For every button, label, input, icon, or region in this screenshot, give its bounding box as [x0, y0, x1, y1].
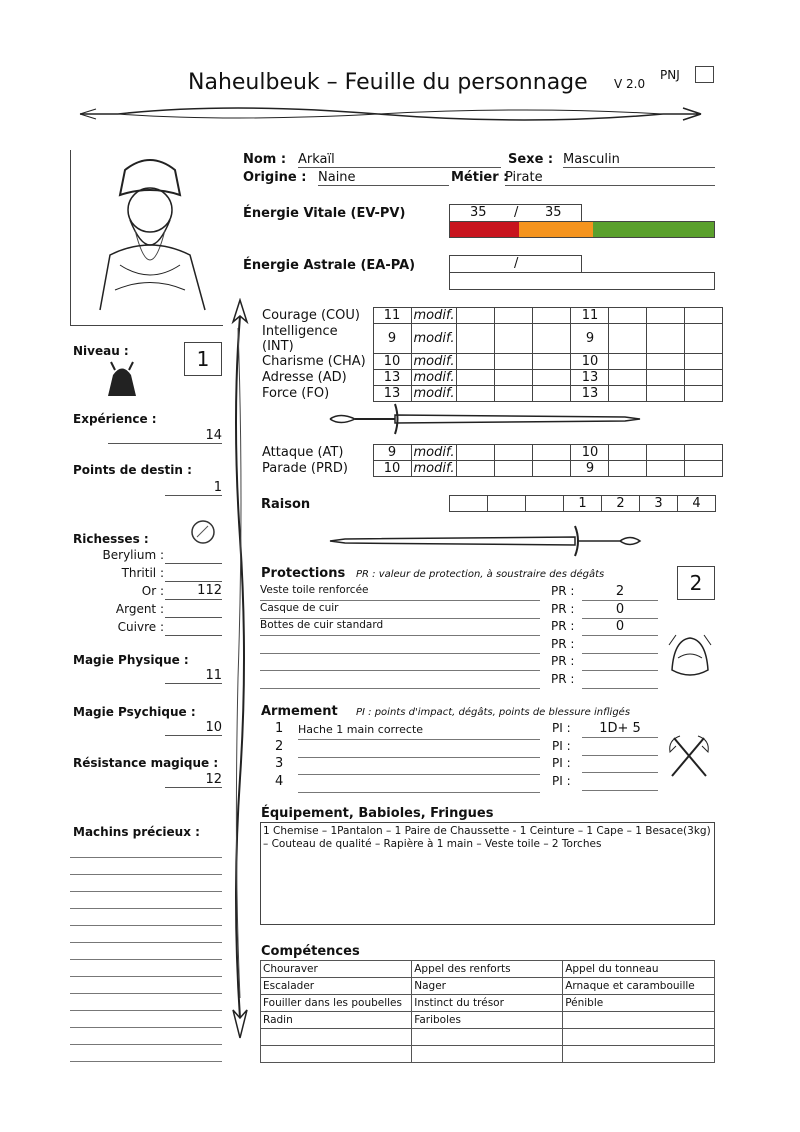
competence-cell[interactable] — [261, 1029, 412, 1046]
stat-base[interactable]: 13 — [373, 386, 411, 402]
weapon-name[interactable] — [298, 776, 540, 793]
protection-name[interactable] — [260, 637, 540, 654]
machins-line[interactable] — [70, 1010, 222, 1011]
ev-max: 35 — [545, 205, 562, 220]
stat-base[interactable]: 11 — [373, 308, 411, 324]
coin-field[interactable] — [165, 601, 222, 618]
stat-base[interactable]: 9 — [373, 445, 411, 461]
ev-bar-segment — [593, 222, 714, 237]
machins-label: Machins précieux : — [73, 825, 200, 839]
competence-cell[interactable]: Fariboles — [412, 1012, 563, 1029]
origine-label: Origine : — [243, 170, 307, 185]
stat-cell[interactable] — [609, 308, 647, 324]
weapon-name[interactable] — [298, 741, 540, 758]
stat-modif: modif. — [411, 461, 457, 477]
stat-row — [260, 445, 723, 461]
machins-line[interactable] — [70, 993, 222, 994]
stat-base[interactable]: 10 — [373, 461, 411, 477]
stat-modif: modif. — [411, 370, 457, 386]
origine-field[interactable]: Naine — [318, 170, 449, 186]
coin-field[interactable] — [165, 619, 222, 636]
stat-cell[interactable] — [647, 308, 685, 324]
stat-cell[interactable] — [457, 445, 495, 461]
stat-cell[interactable] — [533, 370, 571, 386]
resistance-field[interactable]: 12 — [165, 772, 222, 788]
coin-field[interactable]: 112 — [165, 583, 222, 600]
stat-cell[interactable] — [457, 324, 495, 354]
protection-pr-value[interactable]: 2 — [582, 584, 658, 601]
dwarf-head-icon — [103, 360, 141, 398]
helmet-icon — [664, 630, 714, 682]
stat-final[interactable]: 11 — [571, 308, 609, 324]
raison-cell-2[interactable]: 2 — [602, 496, 640, 512]
coin-field[interactable] — [165, 547, 222, 564]
protections-title: Protections — [261, 566, 346, 581]
ev-label: Énergie Vitale (EV-PV) — [243, 206, 406, 221]
stat-row — [260, 324, 723, 354]
competence-row — [261, 1046, 715, 1063]
weapon-name[interactable]: Hache 1 main correcte — [298, 723, 540, 740]
machins-line[interactable] — [70, 959, 222, 960]
stat-cell[interactable] — [685, 386, 723, 402]
weapon-pi-label: PI : — [552, 756, 571, 770]
machins-line[interactable] — [70, 1044, 222, 1045]
protection-name[interactable] — [260, 672, 540, 689]
protection-name[interactable]: Bottes de cuir standard — [260, 619, 540, 636]
stats-table — [260, 307, 723, 402]
stat-cell[interactable] — [533, 445, 571, 461]
competence-cell[interactable] — [261, 1046, 412, 1063]
stat-cell[interactable] — [457, 370, 495, 386]
stat-cell[interactable] — [685, 461, 723, 477]
competence-row — [261, 1029, 715, 1046]
stat-cell[interactable] — [647, 386, 685, 402]
niveau-box[interactable]: 1 — [184, 342, 222, 376]
pnj-label: PNJ — [660, 68, 680, 82]
weapon-number: 1 — [275, 721, 284, 736]
competence-row — [261, 961, 715, 978]
stat-cell[interactable] — [685, 308, 723, 324]
stat-final[interactable]: 9 — [571, 461, 609, 477]
sword-icon — [325, 398, 645, 440]
destin-label: Points de destin : — [73, 463, 192, 477]
niveau-label: Niveau : — [73, 344, 129, 358]
stat-cell[interactable] — [495, 445, 533, 461]
ev-bar-segment — [519, 222, 593, 237]
machins-line[interactable] — [70, 1061, 222, 1062]
stat-label: Courage (COU) — [262, 308, 360, 323]
stat-cell[interactable] — [685, 445, 723, 461]
stat-cell[interactable] — [685, 370, 723, 386]
experience-label: Expérience : — [73, 412, 157, 426]
stat-cell[interactable] — [609, 445, 647, 461]
stat-label: Parade (PRD) — [262, 461, 348, 476]
ev-current: 35 — [470, 205, 487, 220]
competence-cell[interactable] — [412, 1046, 563, 1063]
protection-name[interactable]: Veste toile renforcée — [260, 584, 540, 601]
stat-cell[interactable] — [495, 308, 533, 324]
raison-cell-4[interactable]: 4 — [678, 496, 716, 512]
coin-label: Thritil : — [121, 566, 164, 580]
machins-line[interactable] — [70, 925, 222, 926]
ev-bar — [449, 221, 715, 238]
stat-row — [260, 354, 723, 370]
version-label: V 2.0 — [614, 77, 646, 91]
competence-cell[interactable] — [563, 1046, 715, 1063]
weapon-number: 3 — [275, 756, 284, 771]
machins-line[interactable] — [70, 908, 222, 909]
stat-modif: modif. — [411, 324, 457, 354]
armement-title: Armement — [261, 704, 338, 719]
stat-final[interactable]: 10 — [571, 445, 609, 461]
stat-cell[interactable] — [457, 354, 495, 370]
richesses-label: Richesses : — [73, 532, 149, 546]
stat-modif: modif. — [411, 308, 457, 324]
coin-label: Cuivre : — [117, 620, 164, 634]
raison-label: Raison — [261, 497, 311, 512]
weapon-pi-label: PI : — [552, 738, 571, 753]
stat-row — [260, 461, 723, 477]
destin-field[interactable]: 1 — [165, 480, 222, 496]
stat-label: Attaque (AT) — [262, 445, 344, 460]
competences-title: Compétences — [261, 944, 360, 959]
competences-table — [260, 960, 715, 1063]
stat-final[interactable]: 10 — [571, 354, 609, 370]
machins-line[interactable] — [70, 942, 222, 943]
stat-final[interactable]: 9 — [571, 324, 609, 354]
stat-cell[interactable] — [533, 354, 571, 370]
protection-pr-value[interactable]: 0 — [582, 602, 658, 619]
stat-cell[interactable] — [533, 308, 571, 324]
raison-table — [449, 495, 716, 512]
stat-label: Charisme (CHA) — [262, 354, 366, 369]
competence-cell[interactable]: Arnaque et carambouille — [563, 978, 715, 995]
resistance-label: Résistance magique : — [73, 756, 219, 770]
protections-total-box[interactable]: 2 — [677, 566, 715, 600]
stat-final[interactable]: 13 — [571, 386, 609, 402]
equipement-field[interactable]: 1 Chemise – 1Pantalon – 1 Paire de Chaussette - 1 Ceinture – 1 Cape – 1 Besace(3kg) – Couteau de qualité – Rapière à 1 main – Veste toile – 2 Torches — [260, 822, 715, 925]
ea-bar — [449, 272, 715, 290]
ea-separator: / — [514, 256, 519, 271]
magie-psychique-field[interactable]: 10 — [165, 720, 222, 736]
magie-physique-label: Magie Physique : — [73, 653, 189, 667]
vertical-spear-icon — [228, 298, 252, 1040]
weapon-pi-label: PI : — [552, 773, 571, 788]
stat-modif: modif. — [411, 354, 457, 370]
stat-cell[interactable] — [647, 461, 685, 477]
weapon-pi-value[interactable]: 1D+ 5 — [582, 721, 658, 738]
stat-cell[interactable] — [647, 370, 685, 386]
protection-pr-label: PR : — [551, 601, 575, 616]
stat-cell[interactable] — [685, 354, 723, 370]
raison-cell-3[interactable]: 3 — [640, 496, 678, 512]
stat-row — [260, 370, 723, 386]
competence-row — [261, 995, 715, 1012]
combat-table — [260, 444, 723, 477]
coin-label: Berylium : — [102, 548, 164, 562]
ea-label: Énergie Astrale (EA-PA) — [243, 258, 416, 273]
weapon-number: 4 — [275, 773, 284, 789]
crossed-axes-icon — [664, 730, 714, 782]
pnj-checkbox[interactable] — [695, 66, 714, 83]
stat-cell[interactable] — [685, 324, 723, 354]
competence-cell[interactable]: Appel du tonneau — [563, 961, 715, 978]
protections-note: PR : valeur de protection, à soustraire des dégâts — [356, 569, 605, 580]
stat-cell[interactable] — [647, 445, 685, 461]
coin-icon — [190, 519, 216, 545]
protection-pr-label: PR : — [551, 619, 575, 633]
competence-cell[interactable]: Appel des renforts — [412, 961, 563, 978]
dwarf-portrait-icon — [80, 150, 220, 315]
sword-icon — [325, 520, 645, 562]
competence-cell[interactable]: Radin — [261, 1012, 412, 1029]
raison-cell[interactable] — [488, 496, 526, 512]
machins-line[interactable] — [70, 1027, 222, 1028]
machins-line[interactable] — [70, 891, 222, 892]
weapon-pi-value[interactable] — [582, 739, 658, 756]
machins-line[interactable] — [70, 857, 222, 858]
machins-line[interactable] — [70, 874, 222, 875]
weapon-pi-label: PI : — [552, 721, 571, 735]
stat-label: Force (FO) — [262, 386, 330, 401]
stat-base[interactable]: 10 — [373, 354, 411, 370]
protection-name[interactable] — [260, 654, 540, 671]
stat-cell[interactable] — [647, 354, 685, 370]
stat-final[interactable]: 13 — [571, 370, 609, 386]
armement-note: PI : points d'impact, dégâts, points de blessure infligés — [356, 707, 631, 718]
competence-cell[interactable]: Pénible — [563, 995, 715, 1012]
protection-pr-label: PR : — [551, 671, 575, 686]
competence-cell[interactable] — [563, 1012, 715, 1029]
ev-bar-segment — [450, 222, 519, 237]
competence-cell[interactable]: Nager — [412, 978, 563, 995]
competence-cell[interactable]: Instinct du trésor — [412, 995, 563, 1012]
ev-separator: / — [514, 205, 519, 220]
stat-base[interactable]: 9 — [373, 324, 411, 354]
stat-cell[interactable] — [533, 324, 571, 354]
stat-cell[interactable] — [609, 461, 647, 477]
raison-cell[interactable] — [526, 496, 564, 512]
protection-pr-value[interactable] — [582, 654, 658, 671]
competence-row — [261, 978, 715, 995]
stat-label: Adresse (AD) — [262, 370, 347, 385]
stat-base[interactable]: 13 — [373, 370, 411, 386]
protection-pr-value[interactable] — [582, 637, 658, 654]
spear-divider-icon — [78, 104, 703, 124]
metier-field[interactable]: Pirate — [505, 170, 715, 186]
stat-modif: modif. — [411, 386, 457, 402]
competence-cell[interactable] — [412, 1029, 563, 1046]
equipement-title: Équipement, Babioles, Fringues — [261, 806, 494, 821]
stat-cell[interactable] — [533, 461, 571, 477]
coin-label: Argent : — [115, 602, 164, 616]
weapon-pi-value[interactable] — [582, 774, 658, 791]
competence-cell[interactable]: Fouiller dans les poubelles — [261, 995, 412, 1012]
competence-cell[interactable]: Chouraver — [261, 961, 412, 978]
stat-label: Intelligence (INT) — [262, 323, 338, 354]
coin-field[interactable] — [165, 565, 222, 582]
stat-row — [260, 308, 723, 324]
stat-cell[interactable] — [609, 354, 647, 370]
coin-label: Or : — [141, 584, 164, 598]
stat-cell[interactable] — [457, 461, 495, 477]
competence-cell[interactable]: Escalader — [261, 978, 412, 995]
nom-field[interactable]: Arkaïl — [298, 152, 501, 168]
protection-pr-value[interactable]: 0 — [582, 619, 658, 636]
raison-cell[interactable] — [450, 496, 488, 512]
page-title: Naheulbeuk – Feuille du personnage — [188, 70, 588, 95]
stat-cell[interactable] — [609, 370, 647, 386]
stat-cell[interactable] — [495, 354, 533, 370]
raison-cell-1[interactable]: 1 — [564, 496, 602, 512]
weapon-number: 2 — [275, 738, 284, 754]
stat-cell[interactable] — [609, 324, 647, 354]
competence-cell[interactable] — [563, 1029, 715, 1046]
protection-pr-label: PR : — [551, 654, 575, 668]
metier-label: Métier : — [451, 170, 509, 185]
magie-physique-field[interactable]: 11 — [165, 668, 222, 684]
protection-pr-label: PR : — [551, 584, 575, 598]
weapon-pi-value[interactable] — [582, 756, 658, 773]
protection-name[interactable]: Casque de cuir — [260, 602, 540, 619]
stat-cell[interactable] — [495, 370, 533, 386]
stat-cell[interactable] — [495, 324, 533, 354]
sexe-field[interactable]: Masculin — [563, 152, 715, 168]
stat-cell[interactable] — [647, 324, 685, 354]
protection-pr-value[interactable] — [582, 672, 658, 689]
protection-pr-label: PR : — [551, 636, 575, 651]
experience-field[interactable]: 14 — [108, 428, 222, 444]
stat-cell[interactable] — [457, 308, 495, 324]
competence-row — [261, 1012, 715, 1029]
magie-psychique-label: Magie Psychique : — [73, 705, 196, 719]
sexe-label: Sexe : — [508, 152, 554, 167]
machins-line[interactable] — [70, 976, 222, 977]
weapon-name[interactable] — [298, 758, 540, 775]
stat-cell[interactable] — [495, 461, 533, 477]
nom-label: Nom : — [243, 152, 287, 167]
stat-modif: modif. — [411, 445, 457, 461]
